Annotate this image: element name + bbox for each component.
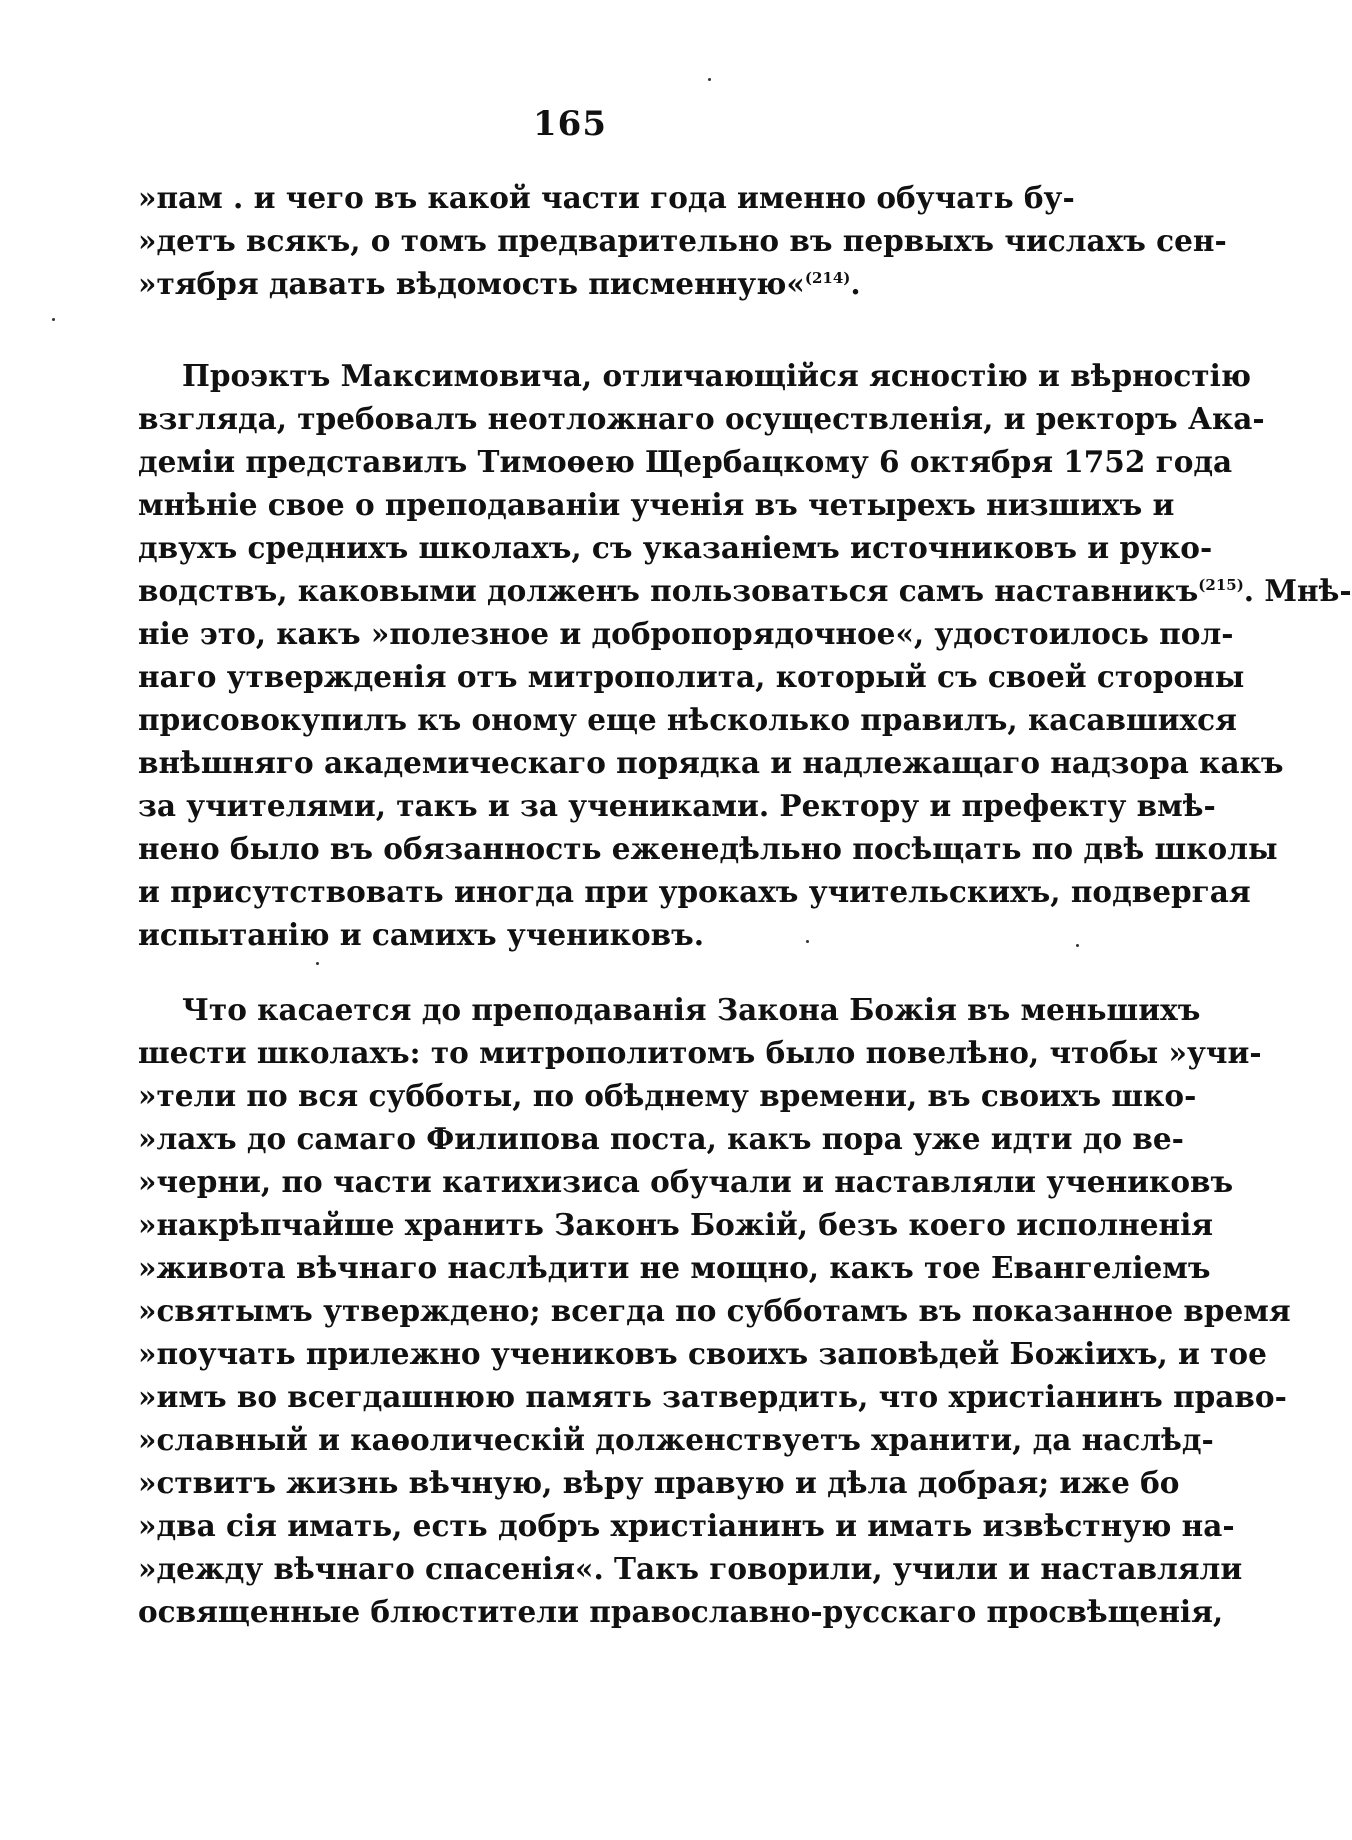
text-line: Проэктъ Максимовича, отличающійся ясностію и вѣрностію: [182, 358, 1252, 393]
paragraph-2: [138, 354, 1352, 956]
scan-speck: [806, 940, 809, 943]
text-line: и присутствовать иногда при урокахъ учительскихъ, подвергая: [138, 874, 1251, 909]
page-number: 165: [533, 104, 607, 144]
text-line: [138, 262, 1030, 305]
text-line-tail: .: [850, 266, 861, 301]
text-line: »два сія имать, есть добръ христіанинъ и имать извѣстную на-: [138, 1508, 1235, 1543]
footnote-ref: (215): [1198, 576, 1244, 595]
text-line: »живота вѣчнаго наслѣдити не мощно, какъ тое Евангеліемъ: [138, 1250, 1211, 1285]
text-line: »ствитъ жизнь вѣчную, вѣру правую и дѣла добрая; иже бо: [138, 1465, 1180, 1500]
text-line: »черни, по части катихизиса обучали и наставляли учениковъ: [138, 1164, 1234, 1199]
text-line: »святымъ утверждено; всегда по субботамъ въ показанное время: [138, 1293, 1291, 1328]
text-line: »накрѣпчайше хранить Законъ Божій, безъ коего исполненія: [138, 1207, 1214, 1242]
text-line: »поучать прилежно учениковъ своихъ заповѣдей Божіихъ, и тое: [138, 1336, 1267, 1371]
text-line: ніе это, какъ »полезное и добропорядочное«, удостоилось пол-: [138, 616, 1234, 651]
paragraph-1: [138, 176, 1227, 305]
text-line: нено было въ обязанность еженедѣльно посѣщать по двѣ школы: [138, 831, 1278, 866]
text-line: мнѣніе свое о преподаваніи ученія въ четырехъ низшихъ и: [138, 487, 1175, 522]
text-line: »имъ во всегдашнюю память затвердить, что христіанинъ право-: [138, 1379, 1287, 1414]
text-line: внѣшняго академическаго порядка и надлежащаго надзора какъ: [138, 745, 1284, 780]
text-line: »тели по вся субботы, по обѣднему времени, въ своихъ шко-: [138, 1078, 1197, 1113]
text-line-content: »тября давать вѣдомость писменную«: [138, 266, 805, 301]
text-line: испытанію и самихъ учениковъ.: [138, 917, 705, 952]
text-line: за учителями, такъ и за учениками. Ректору и префекту вмѣ-: [138, 788, 1216, 823]
footnote-ref: (214): [804, 269, 851, 288]
text-line: наго утвержденія отъ митрополита, который съ своей стороны: [138, 659, 1245, 694]
text-line: »дежду вѣчнаго спасенія«. Такъ говорили, учили и наставляли: [138, 1551, 1243, 1586]
scan-speck: [1076, 944, 1079, 947]
text-line: взгляда, требовалъ неотложнаго осуществленія, и ректоръ Ака-: [138, 401, 1265, 436]
scan-speck: [316, 962, 319, 965]
scan-speck: [52, 318, 55, 321]
text-line: »детъ всякъ, о томъ предварительно въ первыхъ числахъ сен-: [138, 223, 1227, 258]
text-line: освященные блюстители православно-русскаго просвѣщенія,: [138, 1594, 1224, 1629]
text-line: деміи представилъ Тимоѳею Щербацкому 6 октября 1752 года: [138, 444, 1233, 479]
text-line-tail: . Мнѣ-: [1243, 573, 1352, 608]
text-line: двухъ среднихъ школахъ, съ указаніемъ источниковъ и руко-: [138, 530, 1213, 565]
text-line: Что касается до преподаванія Закона Божія въ меньшихъ: [182, 992, 1201, 1027]
text-line-content: водствъ, каковыми долженъ пользоваться самъ наставникъ: [138, 573, 1199, 608]
text-line: »пам . и чего въ какой части года именно обучать бу-: [138, 180, 1075, 215]
text-line: [138, 569, 1352, 612]
text-line: »славный и каѳолическій долженствуетъ хранити, да наслѣд-: [138, 1422, 1214, 1457]
paragraph-3: [138, 988, 1291, 1633]
text-line: присовокупилъ къ оному еще нѣсколько правилъ, касавшихся: [138, 702, 1237, 737]
scan-speck: [708, 78, 711, 81]
text-line: »лахъ до самаго Филипова поста, какъ пора уже идти до ве-: [138, 1121, 1184, 1156]
text-line: шести школахъ: то митрополитомъ было повелѣно, чтобы »учи-: [138, 1035, 1262, 1070]
